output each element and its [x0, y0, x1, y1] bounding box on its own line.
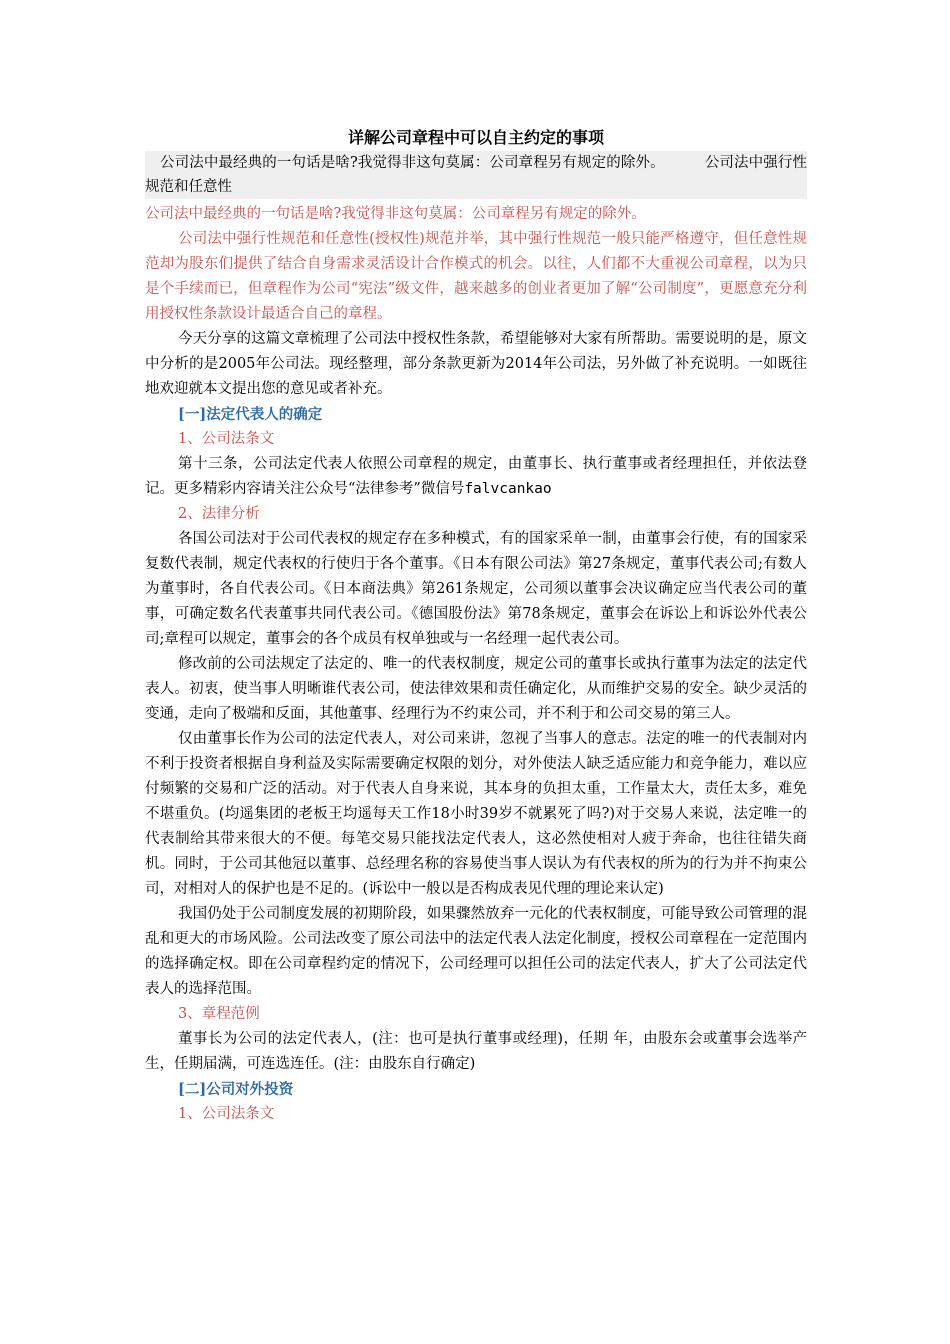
summary-box [145, 151, 807, 199]
intro-red-paragraph-2: 公司法中强行性规范和任意性(授权性)规范并举，其中强行性规范一般只能严格遵守，但任意性规范却为股东们提供了结合自身需求灵活设计合作模式的机会。以往，人们都不大重视公司章程，以为只是个手续而已，但章程作为公司“宪法”级文件，越来越多的创业者更加了解“公司制度”，更愿意充分利用授权性条款设计最适合自己的章程。 [145, 231, 807, 322]
section-1-subheading-articles: 1、公司法条文 [178, 431, 275, 447]
summary-part2: 公司法中强行性规范和任意性 [145, 155, 807, 195]
intro-paragraph: 今天分享的这篇文章梳理了公司法中授权性条款，希望能够对大家有所帮助。需要说明的是，原文中分析的是2005年公司法。现经整理，部分条款更新为2014年公司法，另外做了补充说明。一如既往地欢迎就本文提出您的意见或者补充。 [145, 331, 807, 397]
analysis-paragraph-1: 各国公司法对于公司代表权的规定存在多种模式，有的国家采单一制，由董事会行使，有的国家采复数代表制，规定代表权的行使归于各个董事。《日本有限公司法》第27条规定，董事代表公司;有数人为董事时，各自代表公司。《日本商法典》第261条规定，公司须以董事会决议确定应当代表公司的董事，可确定数名代表董事共同代表公司。《德国股份法》第78条规定，董事会在诉讼上和诉讼外代表公司;章程可以规定，董事会的各个成员有权单独或与一名经理一起代表公司。 [145, 531, 807, 647]
document-page [145, 128, 807, 1127]
section-1-subheading-example: 3、章程范例 [178, 1006, 260, 1022]
section-1-subheading-analysis: 2、法律分析 [178, 506, 260, 522]
section-2-subheading-articles: 1、公司法条文 [178, 1106, 275, 1122]
section-1-article-paragraph [145, 452, 807, 502]
charter-example-paragraph: 董事长为公司的法定代表人，(注：也可是执行董事或经理)，任期 年，由股东会或董事会选举产生，任期届满，可连选连任。(注：由股东自行确定) [145, 1031, 807, 1072]
analysis-paragraph-3: 仅由董事长作为公司的法定代表人，对公司来讲，忽视了当事人的意志。法定的唯一的代表制对内不利于投资者根据自身利益及实际需要确定权限的划分，对外使法人缺乏适应能力和竞争能力，难以应付频繁的交易和广泛的活动。对于代表人自身来说，其本身的负担太重，工作量太大，责任太多，难免不堪重负。(均遥集团的老板王均遥每天工作18小时39岁不就累死了吗?)对于交易人来说，法定唯一的代表制给其带来很大的不便。每笔交易只能找法定代表人，这必然使相对人疲于奔命，也往往错失商机。同时，于公司其他冠以董事、总经理名称的容易使当事人误认为有代表权的所为的行为并不拘束公司，对相对人的保护也是不足的。(诉讼中一般以是否构成表见代理的理论来认定) [145, 731, 807, 897]
article-text: 第十三条，公司法定代表人依照公司章程的规定，由董事长、执行董事或者经理担任，并依法登记。更多精彩内容请关注公众号“法律参考”微信号 [145, 456, 807, 497]
summary-part1: 公司法中最经典的一句话是啥?我觉得非这句莫属：公司章程另有规定的除外。 [160, 155, 665, 171]
document-title: 详解公司章程中可以自主约定的事项 [347, 128, 604, 147]
section-2-heading: [二]公司对外投资 [178, 1081, 294, 1098]
analysis-paragraph-2: 修改前的公司法规定了法定的、唯一的代表权制度，规定公司的董事长或执行董事为法定的法定代表人。初衷，使当事人明晰谁代表公司，使法律效果和责任确定化，从而维护交易的安全。缺少灵活的变通，走向了极端和反面，其他董事、经理行为不约束公司，并不利于和公司交易的第三人。 [145, 656, 807, 722]
analysis-paragraph-4: 我国仍处于公司制度发展的初期阶段，如果骤然放弃一元化的代表权制度，可能导致公司管理的混乱和更大的市场风险。公司法改变了原公司法中的法定代表人法定化制度，授权公司章程在一定范围内的选择确定权。即在公司章程约定的情况下，公司经理可以担任公司的法定代表人，扩大了公司法定代表人的选择范围。 [145, 906, 807, 997]
intro-red-paragraph-1: 公司法中最经典的一句话是啥?我觉得非这句莫属：公司章程另有规定的除外。 [145, 206, 646, 222]
wechat-id: falvcankao [464, 481, 552, 497]
section-1-heading: [一]法定代表人的确定 [178, 406, 323, 423]
